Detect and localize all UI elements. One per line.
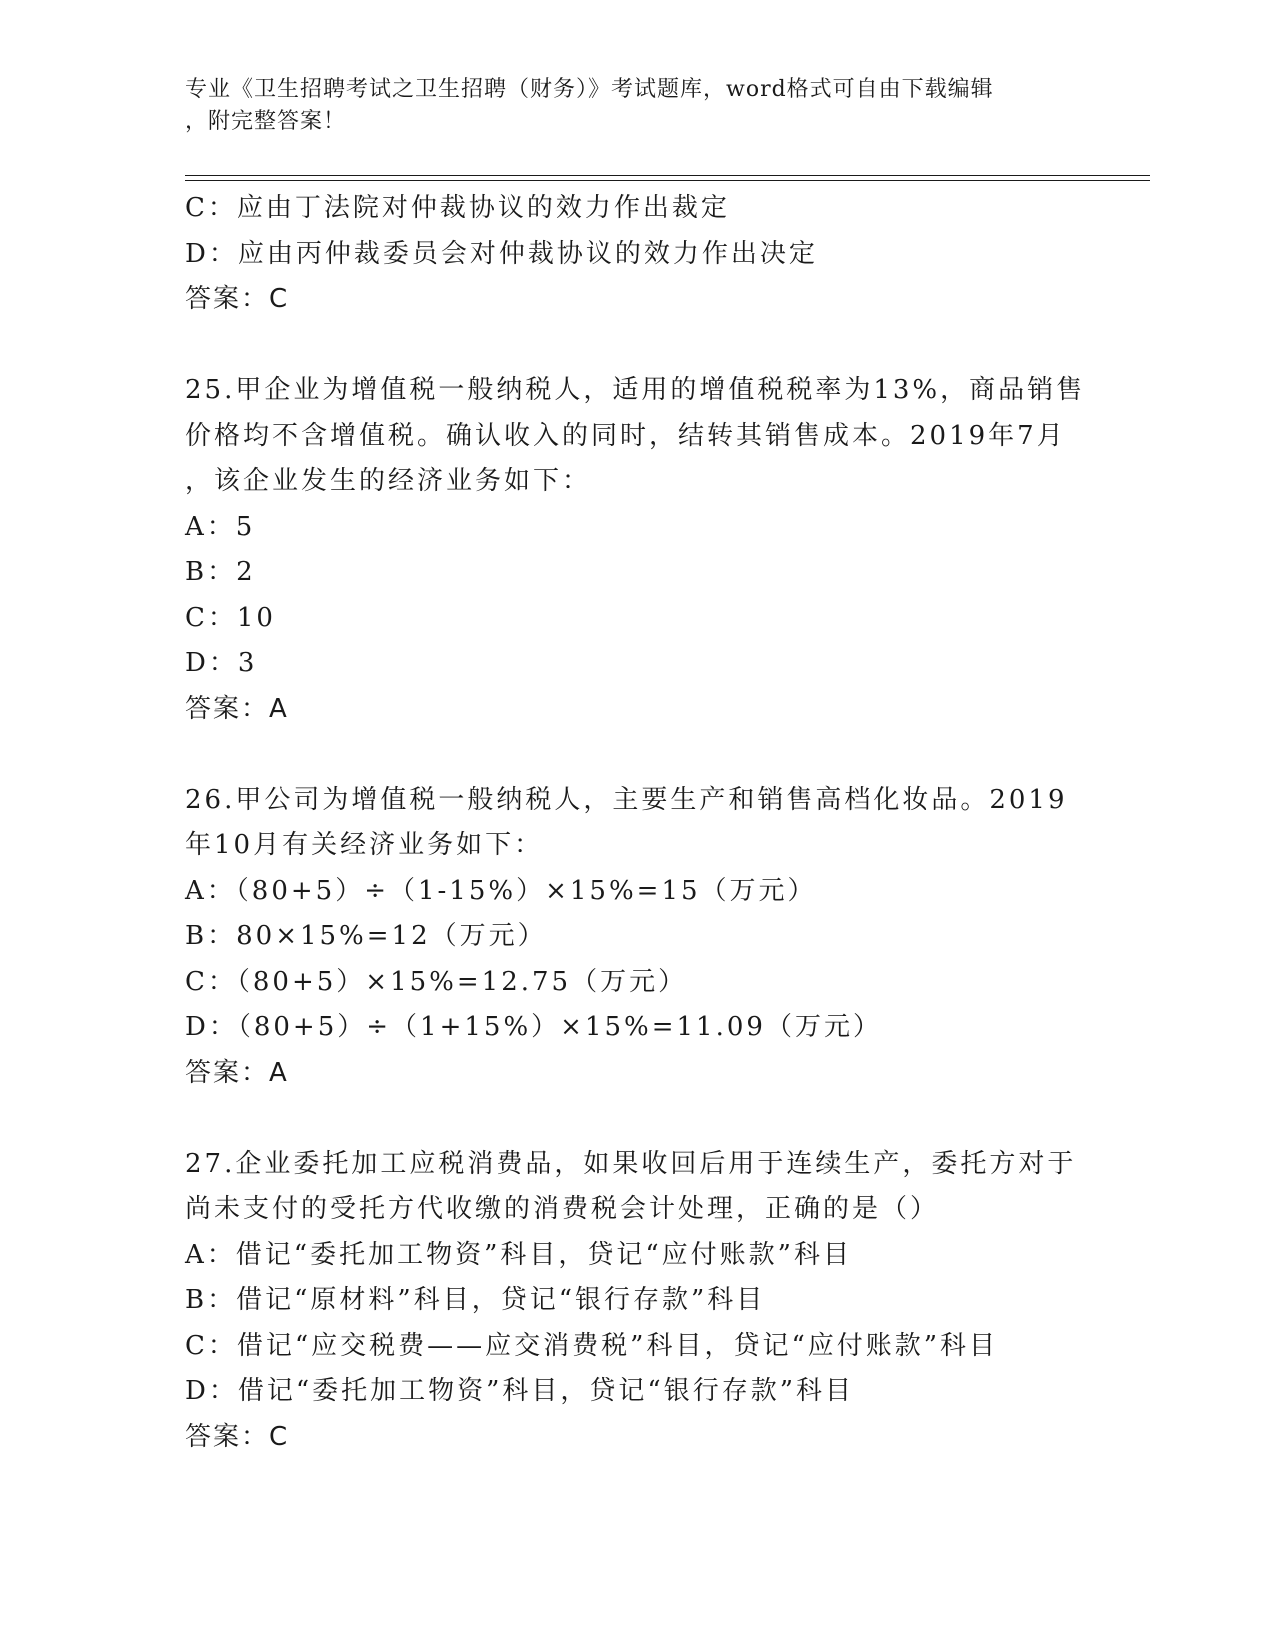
answer: 答案：A xyxy=(185,693,289,724)
header-line-1: 专业《卫生招聘考试之卫生招聘（财务）》考试题库，word格式可自由下载编辑 xyxy=(185,77,994,102)
answer: 答案：C xyxy=(185,1421,290,1452)
option-a: A：5 xyxy=(185,511,256,542)
prev-question xyxy=(185,186,1085,323)
question-27 xyxy=(185,1142,1085,1461)
header-line-2: ，附完整答案！ xyxy=(185,109,347,134)
question-stem-line: 26.甲公司为增值税一般纳税人，主要生产和销售高档化妆品。2019 xyxy=(185,784,1068,815)
option-c: C：（80+5）×15%=12.75（万元） xyxy=(185,966,688,997)
spacer xyxy=(185,323,1085,369)
question-26 xyxy=(185,778,1085,1097)
option-d: D：（80+5）÷（1+15%）×15%=11.09（万元） xyxy=(185,1012,882,1042)
question-list xyxy=(185,186,1085,1460)
question-stem-line: 25.甲企业为增值税一般纳税人，适用的增值税税率为13%，商品销售 xyxy=(185,375,1086,405)
option-d: D：应由丙仲裁委员会对仲裁协议的效力作出决定 xyxy=(185,238,818,269)
option-a: A：借记“委托加工物资”科目，贷记“应付账款”科目 xyxy=(185,1239,852,1270)
spacer xyxy=(185,732,1085,778)
option-d: D：借记“委托加工物资”科目，贷记“银行存款”科目 xyxy=(185,1376,855,1406)
option-b: B：借记“原材料”科目，贷记“银行存款”科目 xyxy=(185,1285,766,1315)
document-header xyxy=(185,74,1065,138)
question-stem-line: ，该企业发生的经济业务如下： xyxy=(185,466,592,496)
option-c: C：10 xyxy=(185,602,276,633)
spacer xyxy=(185,1096,1085,1142)
header-divider-bottom xyxy=(185,180,1150,181)
option-a: A：（80+5）÷（1-15%）×15%=15（万元） xyxy=(185,875,817,906)
answer: 答案：C xyxy=(185,284,290,314)
question-stem-line: 价格均不含增值税。确认收入的同时，结转其销售成本。2019年7月 xyxy=(185,420,1066,451)
question-stem-line: 尚未支付的受托方代收缴的消费税会计处理，正确的是（） xyxy=(185,1194,940,1224)
question-25 xyxy=(185,368,1085,732)
option-c: C：应由丁法院对仲裁协议的效力作出裁定 xyxy=(185,193,730,223)
question-stem-line: 年10月有关经济业务如下： xyxy=(185,830,544,860)
option-b: B：2 xyxy=(185,557,256,587)
header-divider-top xyxy=(185,175,1150,176)
option-d: D：3 xyxy=(185,648,258,678)
question-stem-line: 27.企业委托加工应税消费品，如果收回后用于连续生产，委托方对于 xyxy=(185,1148,1077,1179)
answer: 答案：A xyxy=(185,1057,289,1088)
option-c: C：借记“应交税费——应交消费税”科目，贷记“应付账款”科目 xyxy=(185,1330,999,1361)
option-b: B：80×15%=12（万元） xyxy=(185,921,547,951)
